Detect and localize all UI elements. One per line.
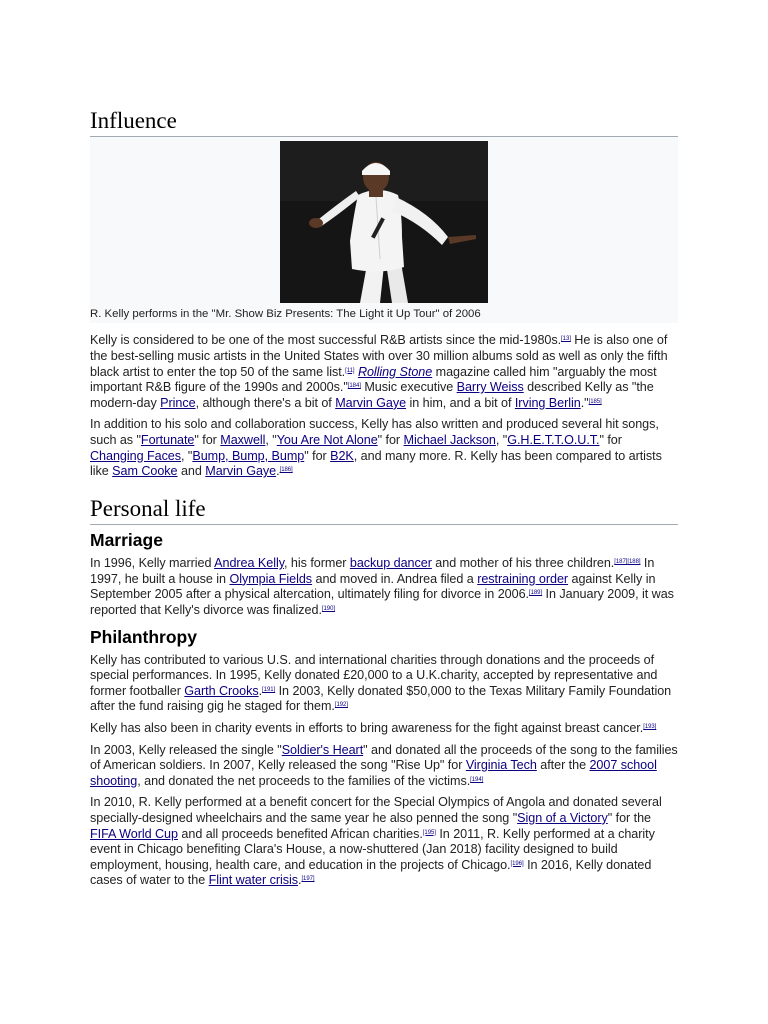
reference-link[interactable]: [194] [470,776,484,783]
link-maxwell[interactable]: Maxwell [220,433,266,447]
link-prince[interactable]: Prince [160,395,196,410]
text: Kelly has contributed to various U.S. and international charities through donations and the proceeds of special performances. In 1995, Kelly donated £20,000 to a U.K.charity, accepted by representative and former footballer [90,652,658,698]
text: In 2003, Kelly released the single " [90,742,282,757]
link-you-are-not-alone[interactable]: You Are Not Alone [276,433,378,447]
reference-189[interactable] [529,590,542,596]
reference-195[interactable] [423,830,436,836]
reference-11[interactable] [345,368,354,374]
paragraph-marriage [90,556,678,618]
text: , " [265,433,277,447]
section-heading-influence: Influence [90,108,678,137]
reference-link[interactable]: [193] [643,723,657,730]
reference-link[interactable]: [196] [510,860,524,867]
performer-photo [280,141,488,303]
reference-link[interactable]: [188] [627,559,641,566]
paragraph-influence-2 [90,417,678,479]
link-marvin-gaye-2[interactable]: Marvin Gaye [205,464,277,479]
reference-link[interactable]: [197] [301,876,315,883]
text: , and donated the net proceeds to the families of the victims. [137,773,471,788]
link-fortunate[interactable]: Fortunate [140,433,195,447]
text: after the [536,758,590,773]
link-flint-water-crisis[interactable]: Flint water crisis [208,873,298,888]
text: In 1996, Kelly married [90,556,215,571]
text: , although there's a bit of [195,395,336,410]
text: " for [599,433,622,447]
reference-link[interactable]: [192] [334,702,348,709]
link-ghettout[interactable]: G.H.E.T.T.O.U.T. [507,433,600,447]
reference-196[interactable] [511,861,524,867]
reference-186[interactable] [280,467,293,473]
link-garth-crooks[interactable]: Garth Crooks [184,683,259,698]
text: . [258,683,263,698]
text: " for [304,448,331,463]
figure-influence [90,137,678,323]
link-backup-dancer[interactable]: backup dancer [349,556,432,571]
text: in him, and a bit of [406,395,515,410]
link-virginia-tech[interactable]: Virginia Tech [465,758,537,773]
reference-192[interactable] [335,702,348,708]
link-restraining-order[interactable]: restraining order [477,571,569,586]
reference-193[interactable] [643,724,656,730]
text: " for the [607,810,651,825]
text: and mother of his three children. [431,556,615,571]
reference-link[interactable]: [187] [614,559,628,566]
paragraph-influence-1 [90,333,678,411]
text: , " [495,433,508,447]
link-barry-weiss[interactable]: Barry Weiss [456,380,524,395]
reference-191[interactable] [262,687,275,693]
text: , and many more. R. Kelly has been compared to artists like [90,448,662,479]
text: " for [377,433,404,447]
text: " and donated all the proceeds of the song to the families of American soldiers. In 2007, Kelly released the song "Rise Up" for [90,742,678,773]
link-sign-of-a-victory[interactable]: Sign of a Victory [517,810,608,825]
text: He is also one of the best-selling music artists in the United States with over 30 million albums sold as well as only the fifth black artist to enter the top 50 of the same list. [90,333,668,379]
performer-illustration [280,141,488,303]
reference-194[interactable] [470,777,483,783]
text: . [297,873,302,888]
subheading-philanthropy: Philanthropy [90,626,197,647]
reference-13[interactable] [561,336,571,342]
link-marvin-gaye[interactable]: Marvin Gaye [335,395,407,410]
reference-link[interactable]: [190] [321,606,336,612]
reference-link[interactable]: [13] [561,336,571,343]
article-body [90,0,678,889]
paragraph-philanthropy-2 [90,721,678,737]
link-changing-faces[interactable]: Changing Faces [90,448,182,463]
reference-link[interactable]: [185] [588,398,602,405]
paragraph-philanthropy-1 [90,653,678,715]
link-2007-school-shooting[interactable]: 2007 school shooting [90,758,657,788]
text: In 2003, Kelly donated $50,000 to the Texas Military Family Foundation after the fund raising gig he staged for them. [90,683,672,714]
link-b2k[interactable]: B2K [330,448,354,463]
text: In 2011, R. Kelly performed at a charity event in Chicago benefiting Clara's House, a now-shuttered (Jan 2018) facility designed to build employment, housing, health care, and education in the projects of Chicago. [90,826,655,872]
link-bump-bump-bump[interactable]: Bump, Bump, Bump [192,448,305,463]
text: and moved in. Andrea filed a [312,571,478,586]
figure-caption: R. Kelly performs in the "Mr. Show Biz Presents: The Light it Up Tour" of 2006 [90,308,481,321]
text: " for [194,433,221,447]
reference-190[interactable] [322,606,335,612]
link-rolling-stone[interactable]: Rolling Stone [357,364,433,379]
text: In 2016, Kelly donated cases of water to the [90,857,652,888]
link-michael-jackson[interactable]: Michael Jackson [403,433,496,447]
link-andrea-kelly[interactable]: Andrea Kelly [214,556,285,571]
link-soldiers-heart[interactable]: Soldier's Heart [281,742,364,757]
reference-188[interactable] [627,559,640,565]
text: In 2010, R. Kelly performed at a benefit concert for the Special Olympics of Angola and donated several specially-designed wheelchairs and the same year he also penned the song " [90,795,662,825]
text: . [276,464,280,479]
link-olympia-fields[interactable]: Olympia Fields [229,571,313,586]
text: In addition to his solo and collaboration success, Kelly has also written and produced several hit songs, such as " [90,417,659,447]
reference-link[interactable]: [191] [262,686,276,693]
text: against Kelly in September 2005 after a physical altercation, ultimately filing for divorce in 2006. [90,571,656,602]
reference-link[interactable]: [195] [422,829,436,836]
text: , " [181,448,193,463]
link-irving-berlin[interactable]: Irving Berlin [514,395,581,410]
text: In January 2009, it was reported that Kelly's divorce was finalized. [90,587,674,617]
subheading-marriage: Marriage [90,530,163,551]
text: Kelly is considered to be one of the most successful R&B artists since the mid-1980s. [90,333,562,348]
text: , his former [284,556,350,571]
reference-197[interactable] [301,876,314,882]
text: and all proceeds benefited African charities. [177,826,423,841]
text: and [177,464,206,479]
reference-link[interactable]: [184] [347,383,361,390]
text: ." [580,395,589,410]
reference-link[interactable]: [11] [345,367,355,374]
reference-184[interactable] [348,383,361,389]
reference-187[interactable] [614,559,627,565]
text: magazine called him "arguably the most important R&B figure of the 1990s and 2000s." [90,364,657,395]
text: Music executive [360,380,457,395]
link-fifa-world-cup[interactable]: FIFA World Cup [90,826,178,841]
reference-link[interactable]: [186] [279,467,293,474]
text: described Kelly as "the modern-day [90,380,654,410]
reference-link[interactable]: [189] [528,590,543,597]
reference-185[interactable] [589,399,602,405]
section-heading-personal-life: Personal life [90,496,678,525]
paragraph-philanthropy-3 [90,743,678,790]
text: Kelly has also been in charity events in efforts to bring awareness for the fight against breast cancer. [90,720,644,735]
text: In 1997, he built a house in [90,556,655,586]
paragraph-philanthropy-4 [90,795,678,889]
link-sam-cooke[interactable]: Sam Cooke [112,464,178,479]
